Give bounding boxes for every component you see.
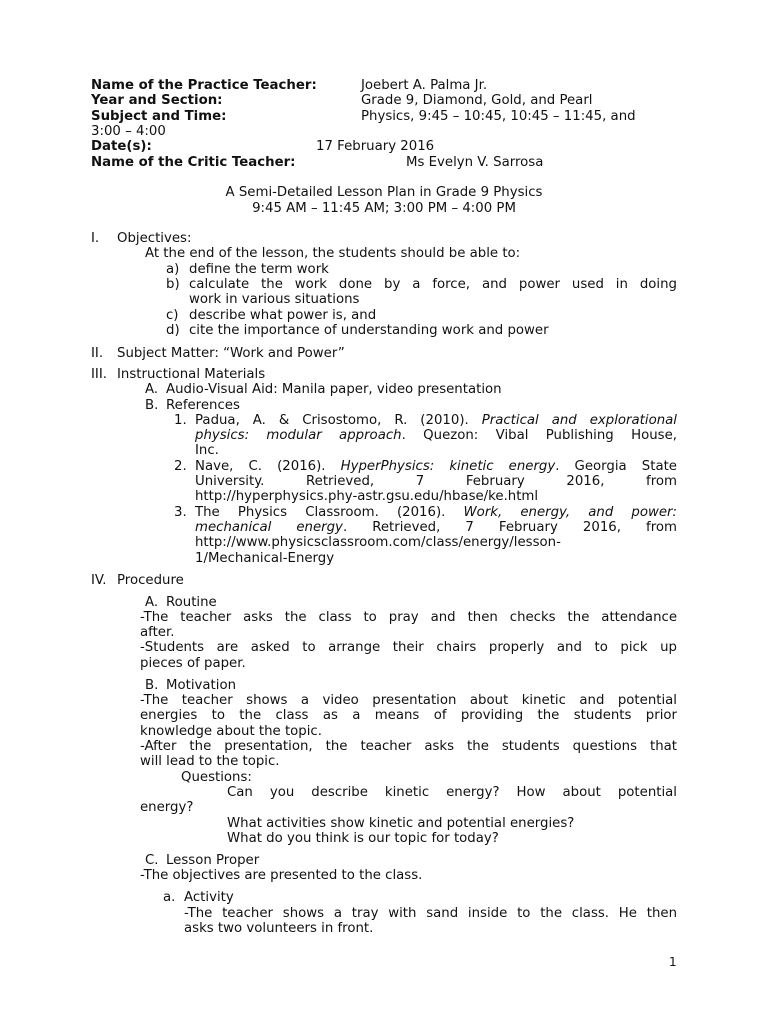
- page-number: 1: [669, 955, 677, 969]
- practice-teacher-label: Name of the Practice Teacher:: [91, 78, 317, 93]
- procedure-text: pieces of paper.: [140, 656, 246, 671]
- procedure-text: will lead to the topic.: [140, 754, 280, 769]
- objective-item: describe what power is, and: [189, 308, 377, 323]
- procedure-subheading: Motivation: [166, 678, 237, 693]
- list-marker: c): [166, 308, 179, 323]
- list-marker: d): [166, 323, 180, 338]
- reference-item-cont: Inc.: [195, 443, 219, 458]
- procedure-text: -The objectives are presented to the class.: [140, 868, 423, 883]
- plan-title: A Semi-Detailed Lesson Plan in Grade 9 Physics: [225, 185, 543, 200]
- list-marker: 3.: [174, 505, 187, 520]
- reference-item: Nave, C. (2016). HyperPhysics: kinetic energy. Georgia State: [195, 459, 677, 474]
- subject-time-value-cont: 3:00 – 4:00: [91, 124, 166, 139]
- plan-schedule: 9:45 AM – 11:45 AM; 3:00 PM – 4:00 PM: [252, 201, 516, 216]
- objective-item: define the term work: [189, 262, 329, 277]
- year-section-value: Grade 9, Diamond, Gold, and Pearl: [361, 93, 593, 108]
- procedure-subheading: Activity: [184, 890, 234, 905]
- list-marker: A.: [145, 382, 159, 397]
- procedure-text: energies to the class as a means of providing the students prior: [140, 708, 677, 723]
- procedure-subheading: Routine: [166, 595, 217, 610]
- list-marker: B.: [145, 398, 159, 413]
- question-item: What do you think is our topic for today?: [227, 831, 499, 846]
- reference-item-cont: physics: modular approach. Quezon: Vibal Publishing House,: [195, 428, 677, 443]
- objectives-heading: Objectives:: [117, 231, 192, 246]
- list-marker: b): [166, 277, 180, 292]
- list-marker: C.: [145, 853, 159, 868]
- procedure-text: -After the presentation, the teacher asks the students questions that: [140, 739, 677, 754]
- reference-item: Padua, A. & Crisostomo, R. (2010). Practical and explorational: [195, 413, 677, 428]
- dates-label: Date(s):: [91, 139, 152, 154]
- procedure-text: knowledge about the topic.: [140, 724, 322, 739]
- objective-item: cite the importance of understanding work and power: [189, 323, 549, 338]
- question-item-cont: energy?: [140, 800, 194, 815]
- questions-label: Questions:: [181, 770, 252, 785]
- objective-item: calculate the work done by a force, and power used in doing: [189, 277, 677, 292]
- reference-item-cont: University. Retrieved, 7 February 2016, from: [195, 474, 677, 489]
- year-section-label: Year and Section:: [91, 93, 223, 108]
- practice-teacher-value: Joebert A. Palma Jr.: [361, 78, 488, 93]
- reference-item-cont: mechanical energy. Retrieved, 7 February 2016, from: [195, 520, 677, 535]
- section-number: I.: [91, 231, 100, 246]
- critic-teacher-label: Name of the Critic Teacher:: [91, 155, 296, 170]
- section-number: III.: [91, 367, 107, 382]
- references-heading: References: [166, 398, 240, 413]
- list-marker: a): [166, 262, 180, 277]
- objectives-intro: At the end of the lesson, the students should be able to:: [145, 246, 521, 261]
- reference-url-cont: 1/Mechanical-Energy: [195, 551, 335, 566]
- section-number: II.: [91, 346, 104, 361]
- list-marker: 2.: [174, 459, 187, 474]
- procedure-text: asks two volunteers in front.: [184, 921, 374, 936]
- critic-teacher-value: Ms Evelyn V. Sarrosa: [406, 155, 544, 170]
- section-number: IV.: [91, 573, 107, 588]
- procedure-text: -The teacher asks the class to pray and then checks the attendance: [140, 610, 677, 625]
- materials-item: Audio-Visual Aid: Manila paper, video presentation: [166, 382, 502, 397]
- procedure-heading: Procedure: [117, 573, 184, 588]
- reference-item: The Physics Classroom. (2016). Work, energy, and power:: [195, 505, 677, 520]
- list-marker: a.: [163, 890, 176, 905]
- list-marker: 1.: [174, 413, 187, 428]
- objective-item-cont: work in various situations: [189, 292, 360, 307]
- question-item: What activities show kinetic and potential energies?: [227, 816, 575, 831]
- question-item: Can you describe kinetic energy? How about potential: [227, 785, 677, 800]
- subject-time-label: Subject and Time:: [91, 109, 227, 124]
- subject-time-value: Physics, 9:45 – 10:45, 10:45 – 11:45, and: [361, 109, 636, 124]
- reference-url: http://www.physicsclassroom.com/class/energy/lesson-: [195, 535, 561, 550]
- procedure-subheading: Lesson Proper: [166, 853, 260, 868]
- dates-value: 17 February 2016: [316, 139, 435, 154]
- reference-url: http://hyperphysics.phy-astr.gsu.edu/hbase/ke.html: [195, 489, 539, 504]
- subject-matter: Subject Matter: “Work and Power”: [117, 346, 345, 361]
- procedure-text: -The teacher shows a video presentation about kinetic and potential: [140, 693, 677, 708]
- procedure-text: after.: [140, 625, 175, 640]
- procedure-text: -The teacher shows a tray with sand inside to the class. He then: [184, 906, 677, 921]
- procedure-text: -Students are asked to arrange their chairs properly and to pick up: [140, 640, 677, 655]
- materials-heading: Instructional Materials: [117, 367, 266, 382]
- list-marker: B.: [145, 678, 159, 693]
- list-marker: A.: [145, 595, 159, 610]
